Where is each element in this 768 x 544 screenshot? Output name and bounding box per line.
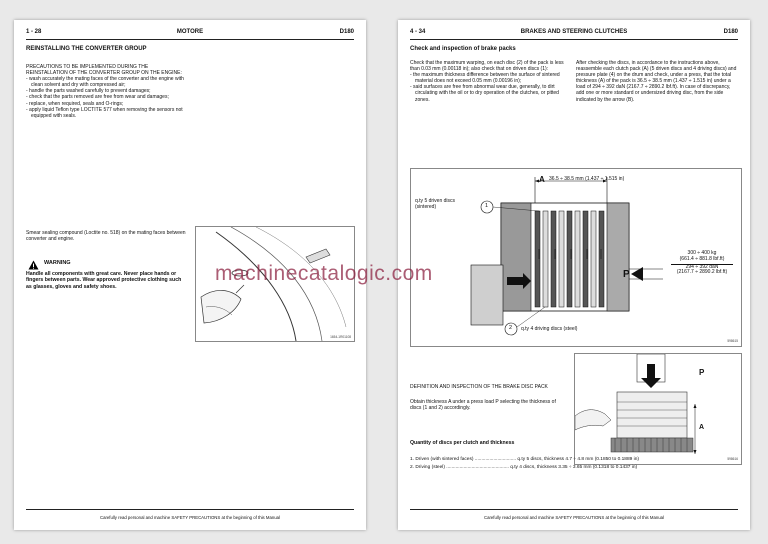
precaution-item: - check that the parts removed are free from wear and damages;	[26, 94, 169, 101]
quantity-table	[410, 456, 740, 472]
precaution-item: - apply liquid Teflon type LOCTITE 577 when removing the sensors not equipped with seals.	[26, 106, 183, 119]
left-page-number: 1 - 28	[26, 29, 42, 35]
precautions-block	[26, 64, 188, 119]
figure-2-code: 598616	[727, 457, 738, 461]
precaution-item: - handle the parts washed carefully to prevent damages;	[26, 88, 151, 95]
figure-code: 1654-1R01108	[330, 335, 351, 339]
quantity-row: 1. Driven (with sintered faces) ............................... q.ty 5 discs, thickness 4.7 ÷ 4.8 mm (0.1850 to 0.1889 in)	[410, 457, 639, 462]
right-model: D180	[723, 29, 738, 35]
load-lbf-2: (2167.7 ÷ 2890.2 lbf.ft)	[676, 269, 728, 276]
inspection-column-1	[410, 60, 568, 103]
load-letter-p: P	[623, 269, 630, 280]
callout-1-number: 1	[485, 203, 489, 209]
precaution-item: - wash accurately the mating faces of the converter and the engine with clean solvent and dry with compressed air;	[26, 76, 184, 89]
sealing-instruction: Smear sealing compound (Loctite no. 518) on the mating faces between converter and engine.	[26, 230, 186, 243]
dimension-letter-a: A	[539, 175, 545, 184]
figure-1-code: 598615	[727, 339, 738, 343]
left-model: D180	[339, 29, 354, 35]
left-page-title: REINSTALLING THE CONVERTER GROUP	[26, 46, 147, 52]
inspection-list	[410, 72, 568, 102]
callout-2-text: q.ty 4 driving discs (steel)	[521, 326, 578, 332]
right-manual-page	[398, 20, 750, 530]
callout-2-number: 2	[509, 325, 513, 331]
load-dan: 294 ÷ 392 daN	[671, 264, 733, 271]
warning-text: Handle all components with great care. Never place hands or fingers between parts. Wear approved protective clothing such as glasses, gloves and safety shoes.	[26, 271, 182, 290]
inspection-item: - said surfaces are free from abnormal wear due, generally, to dirt circulating with the oil or to dry operation of the clutches, or pitted zones.	[410, 84, 559, 103]
right-footer: Carefully read personal and machine SAFETY PRECAUTIONS at the beginning of this Manual	[410, 509, 738, 520]
inspection-item: - the maximum thickness difference between the surface of sintered material does not exceed 0.05 mm (0.00196 in);	[410, 72, 560, 85]
load-lbf-1: (661.4 ÷ 881.8 lbf.ft)	[679, 255, 725, 262]
press-letter-p: P	[699, 368, 705, 377]
press-letter-a: A	[699, 424, 705, 431]
precautions-intro: PRECAUTIONS TO BE IMPLEMENTED DURING THE REINSTALLATION OF THE CONVERTER GROUP ON THE ENGINE:	[26, 64, 182, 77]
callout-1-text: q.ty 5 driven discs (sintered)	[415, 198, 456, 210]
reassembly-text: After checking the discs, in accordance to the instructions above, reassemble each clutch pack (A) (5 driven discs and 4 driving discs) and pressure plate (4) on the drum and check, under a press, that the total thickness (A) of the pack is 36.5 ÷ 38.5 mm (1.437 ÷ 1.515 in) under a load of 294 ÷ 392 daN (2167.7 ÷ 2890.2 lbf.ft). In case of discrepancy, add one or more standard or undersized driving disc, from the side indicated by the arrow (B).	[576, 60, 737, 103]
precautions-list	[26, 76, 188, 119]
brake-pack-diagram	[410, 168, 742, 347]
left-section-title: MOTORE	[176, 29, 204, 35]
load-kg: 300 ÷ 400 kg	[687, 250, 717, 256]
press-measurement-figure	[574, 353, 742, 465]
warning-title: WARNING	[44, 260, 71, 266]
right-page-title: Check and inspection of brake packs	[410, 46, 516, 52]
left-footer: Carefully read personal and machine SAFETY PRECAUTIONS at the beginning of this Manual	[26, 509, 354, 520]
right-page-number: 4 - 34	[410, 29, 426, 35]
definition-title: DEFINITION AND INSPECTION OF THE BRAKE DISC PACK	[410, 384, 548, 390]
load-values	[665, 251, 739, 276]
press-illustration	[575, 354, 741, 464]
right-section-title: BRAKES AND STEERING CLUTCHES	[520, 29, 628, 35]
inspection-intro: Check that the maximum warping, on each disc (2) of the pack is less than 0.03 mm (0.00118 in); also check that on driven discs (1):	[410, 60, 564, 73]
precaution-item: - replace, when required, seals and O-rings;	[26, 100, 124, 107]
watermark-text: machinecatalogic.com	[215, 262, 433, 285]
quantity-title: Quantity of discs per clutch and thickness	[410, 440, 515, 446]
definition-text: Obtain thickness A under a press load P selecting the thickness of discs (1 and 2) accordingly.	[410, 399, 556, 412]
right-page-header	[410, 29, 738, 40]
left-page-header	[26, 29, 354, 40]
quantity-row: 2. Driving (steel) ............................................... q.ty 4 discs, thickness 3.35 ÷ 3.65 mm (0.1318 to 0.1437 in)	[410, 465, 638, 470]
dimension-value: 36.5 ÷ 38.5 mm (1.437 ÷ 1.515 in)	[549, 176, 625, 182]
